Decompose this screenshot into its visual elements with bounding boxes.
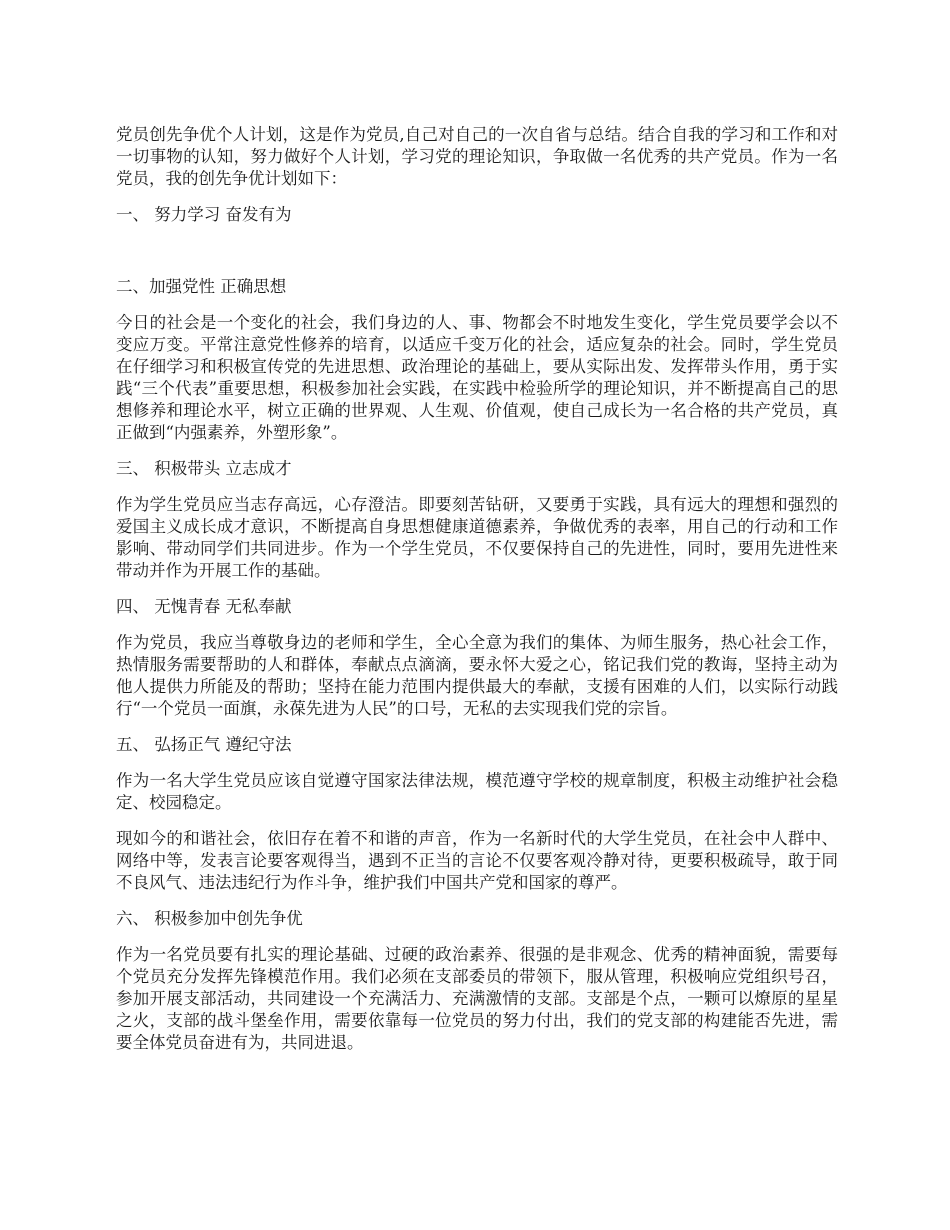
section-5-paragraph-2: 现如今的和谐社会，依旧存在着不和谐的声音，作为一名新时代的大学生党员，在社会中人群中、网络中等，发表言论要客观得当，遇到不正当的言论不仅要客观冷静对待，更要积极疏导，敢于同不良风气、违法违纪行为作斗争，维护我们中国共产党和国家的尊严。 [116,829,838,892]
section-2-heading: 二、加强党性 正确思想 [116,277,287,296]
document-page [116,124,838,1068]
section-4-paragraph: 作为党员，我应当尊敬身边的老师和学生，全心全意为我们的集体、为师生服务，热心社会工作，热情服务需要帮助的人和群体，奉献点点滴滴，要永怀大爱之心，铭记我们党的教诲，坚持主动为他人提供力所能及的帮助；坚持在能力范围内提供最大的奉献，支援有困难的人们，以实际行动践行“一个党员一面旗，永葆先进为人民”的口号，无私的去实现我们党的宗旨。 [116,633,838,718]
section-1-heading: 一、 努力学习 奋发有为 [116,205,292,224]
intro-paragraph: 党员创先争优个人计划，这是作为党员,自己对自己的一次自省与总结。结合自我的学习和工作和对一切事物的认知，努力做好个人计划，学习党的理论知识，争取做一名优秀的共产党员。作为一名党员，我的创先争优计划如下： [116,125,838,188]
section-2-paragraph: 今日的社会是一个变化的社会，我们身边的人、事、物都会不时地发生变化，学生党员要学会以不变应万变。平常注意党性修养的培育，以适应千变万化的社会，适应复杂的社会。同时，学生党员在仔细学习和积极宣传党的先进思想、政治理论的基础上，要从实际出发、发挥带头作用，勇于实践“三个代表”重要思想，积极参加社会实践，在实践中检验所学的理论知识，并不断提高自己的思想修养和理论水平，树立正确的世界观、人生观、价值观，使自己成长为一名合格的共产党员，真正做到“内强素养，外塑形象”。 [116,313,838,442]
section-5-paragraph-1: 作为一名大学生党员应该自觉遵守国家法律法规，模范遵守学校的规章制度，积极主动维护社会稳定、校园稳定。 [116,771,838,812]
section-3-paragraph: 作为学生党员应当志存高远，心存澄洁。即要刻苦钻研，又要勇于实践，具有远大的理想和强烈的爱国主义成长成才意识，不断提高自身思想健康道德素养，争做优秀的表率，用自己的行动和工作影响、带动同学们共同进步。作为一个学生党员，不仅要保持自己的先进性，同时，要用先进性来带动并作为开展工作的基础。 [116,495,838,580]
section-4-heading: 四、 无愧青春 无私奉献 [116,597,292,616]
section-3-heading: 三、 积极带头 立志成才 [116,459,292,478]
blank-space [116,240,838,276]
section-6-paragraph: 作为一名党员要有扎实的理论基础、过硬的政治素养、很强的是非观念、优秀的精神面貌，需要每个党员充分发挥先锋模范作用。我们必须在支部委员的带领下，服从管理，积极响应党组织号召，参加开展支部活动，共同建设一个充满活力、充满激情的支部。支部是个点，一颗可以燎原的星星之火，支部的战斗堡垒作用，需要依靠每一位党员的努力付出，我们的党支部的构建能否先进，需要全体党员奋进有为，共同进退。 [116,945,838,1052]
section-6-heading: 六、 积极参加中创先争优 [116,909,303,928]
section-5-heading: 五、 弘扬正气 遵纪守法 [116,735,292,754]
